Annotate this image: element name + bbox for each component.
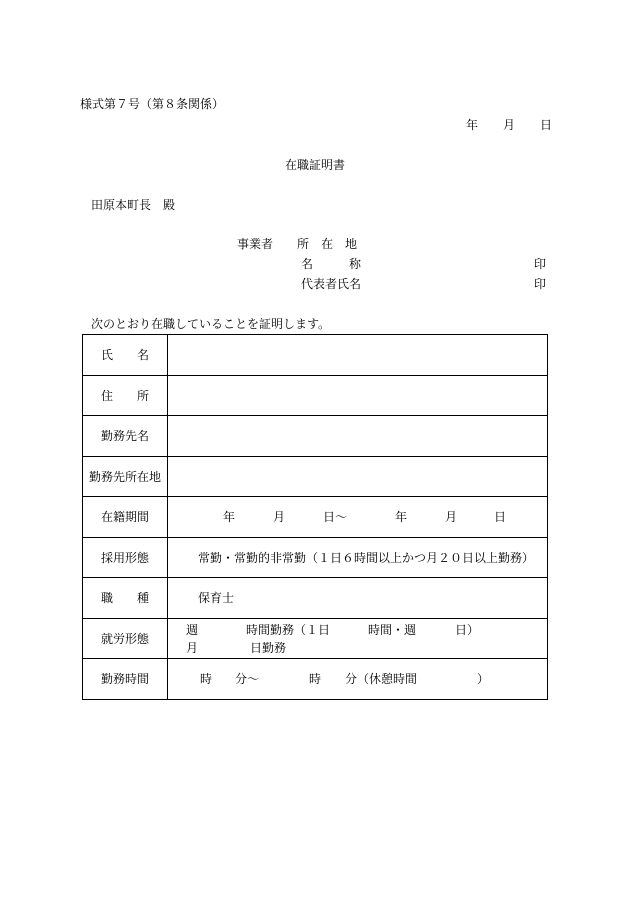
table-row — [83, 375, 548, 416]
table-row — [83, 659, 548, 700]
workplace-address-field[interactable] — [168, 456, 548, 497]
table-row — [83, 416, 548, 457]
date-day: 日 — [540, 118, 553, 132]
table-row — [83, 335, 548, 376]
name-field[interactable] — [168, 335, 548, 376]
tenure-field[interactable] — [168, 497, 548, 538]
work-form-day-close: 日） — [455, 622, 480, 637]
work-hours-field[interactable] — [168, 659, 548, 700]
work-form-label: 就労形態 — [83, 618, 168, 659]
employer-name-label: 名 称 — [301, 257, 362, 271]
workplace-label: 勤務先名 — [83, 416, 168, 457]
job-type-label: 職 種 — [83, 578, 168, 619]
employment-type-value: 常勤・常勤的非常勤（１日６時間以上かつ月２０日以上勤務） — [198, 550, 535, 565]
work-form-hours: 時間勤務（１日 — [246, 622, 331, 637]
work-form-hours-week: 時間・週 — [368, 622, 417, 637]
name-label: 氏 名 — [83, 335, 168, 376]
document-title: 在職証明書 — [285, 158, 346, 172]
date-month: 月 — [503, 118, 516, 132]
statement: 次のとおり在職していることを証明します。 — [91, 317, 331, 331]
workplace-address-label: 勤務先所在地 — [83, 456, 168, 497]
work-form-field[interactable] — [168, 618, 548, 659]
table-row — [83, 618, 548, 659]
table-row — [83, 578, 548, 619]
tenure-day-1: 日～ — [323, 510, 348, 524]
employment-type-field[interactable] — [168, 537, 548, 578]
tenure-year-1: 年 — [223, 510, 236, 524]
work-form-week: 週 — [186, 622, 199, 637]
table-row — [83, 537, 548, 578]
addressee: 田原本町長 殿 — [91, 198, 176, 212]
date-year: 年 — [466, 118, 479, 132]
work-hours-label: 勤務時間 — [83, 659, 168, 700]
workplace-field[interactable] — [168, 416, 548, 457]
seal-mark-2: 印 — [534, 277, 547, 291]
tenure-day-2: 日 — [494, 510, 507, 524]
employer-label: 事業者 — [237, 237, 274, 251]
work-hours-close: ） — [477, 672, 490, 686]
work-hours-end-min: 分（休憩時間 — [345, 672, 418, 686]
job-type-value: 保育士 — [198, 591, 235, 605]
job-type-field[interactable] — [168, 578, 548, 619]
employment-table — [82, 334, 548, 700]
tenure-year-2: 年 — [395, 510, 408, 524]
address-field[interactable] — [168, 375, 548, 416]
table-row — [83, 497, 548, 538]
tenure-label: 在籍期間 — [83, 497, 168, 538]
form-number: 様式第７号（第８条関係） — [80, 97, 225, 111]
seal-mark-1: 印 — [534, 257, 547, 271]
table-row — [83, 456, 548, 497]
employment-type-label: 採用形態 — [83, 537, 168, 578]
tenure-month-2: 月 — [445, 510, 458, 524]
address-label: 住 所 — [83, 375, 168, 416]
work-hours-start-min: 分～ — [235, 672, 260, 686]
employer-location-label: 所 在 地 — [297, 237, 358, 251]
representative-label: 代表者氏名 — [301, 277, 362, 291]
work-hours-start-hour: 時 — [200, 672, 213, 686]
work-hours-end-hour: 時 — [309, 672, 322, 686]
tenure-month-1: 月 — [273, 510, 286, 524]
work-form-days: 日勤務 — [250, 640, 287, 655]
work-form-month: 月 — [186, 640, 199, 655]
